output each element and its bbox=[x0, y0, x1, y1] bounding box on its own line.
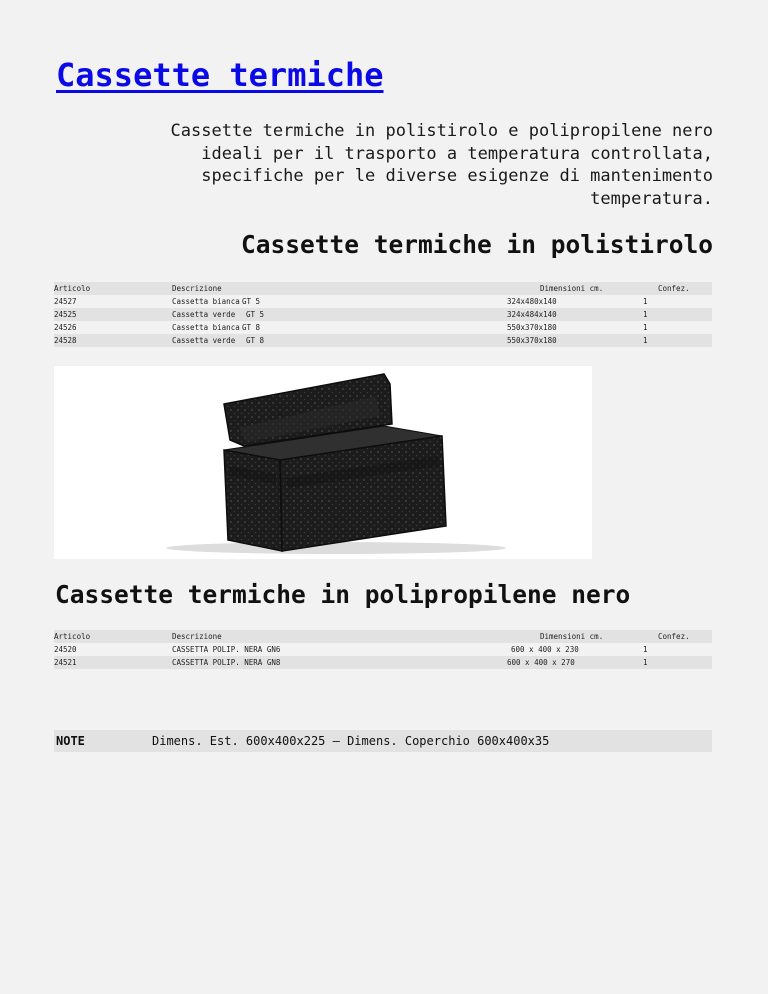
table-row bbox=[54, 656, 712, 669]
cell-descrizione: CASSETTA POLIP. NERA GN8 bbox=[172, 658, 281, 667]
cell-descrizione: CASSETTA POLIP. NERA GN6 bbox=[172, 645, 281, 654]
cell-articolo: 24521 bbox=[54, 658, 77, 667]
table-row bbox=[54, 295, 712, 308]
cell-articolo: 24527 bbox=[54, 297, 77, 306]
header-descrizione: Descrizione bbox=[172, 284, 222, 293]
cell-descrizione: Cassetta verde bbox=[172, 310, 236, 319]
intro-paragraph: Cassette termiche in polistirolo e polipropilene nero ideali per il trasporto a temperatura controllata, specifiche per le diverse esigenze di mantenimento temperatura. bbox=[170, 121, 713, 209]
cell-confez: 1 bbox=[643, 297, 648, 306]
cell-dimensioni: 550x370x180 bbox=[507, 336, 557, 345]
cell-gt: GT 5 bbox=[246, 310, 265, 319]
header-articolo: Articolo bbox=[54, 284, 91, 293]
header-dimensioni: Dimensioni cm. bbox=[540, 284, 604, 293]
cell-dimensioni: 600 x 400 x 270 bbox=[507, 658, 575, 667]
cell-gt: GT 8 bbox=[246, 336, 265, 345]
cell-descrizione: Cassetta bianca bbox=[172, 297, 240, 306]
cell-articolo: 24526 bbox=[54, 323, 77, 332]
cell-confez: 1 bbox=[643, 323, 648, 332]
cell-articolo: 24520 bbox=[54, 645, 77, 654]
cell-dimensioni: 600 x 400 x 230 bbox=[511, 645, 579, 654]
table-polistirolo bbox=[54, 282, 712, 347]
cell-confez: 1 bbox=[643, 310, 648, 319]
header-confez: Confez. bbox=[658, 284, 690, 293]
table-polipropilene bbox=[54, 630, 712, 669]
cell-dimensioni: 324x484x140 bbox=[507, 310, 557, 319]
table-header-row bbox=[54, 630, 712, 643]
cell-gt: GT 8 bbox=[242, 323, 261, 332]
cell-dimensioni: 324x480x140 bbox=[507, 297, 557, 306]
header-descrizione: Descrizione bbox=[172, 632, 222, 641]
table-row bbox=[54, 308, 712, 321]
cell-confez: 1 bbox=[643, 336, 648, 345]
cell-confez: 1 bbox=[643, 658, 648, 667]
table-header-row bbox=[54, 282, 712, 295]
note-label: NOTE bbox=[56, 734, 85, 748]
cell-confez: 1 bbox=[643, 645, 648, 654]
section-heading-polipropilene: Cassette termiche in polipropilene nero bbox=[55, 580, 631, 609]
page-title-link[interactable]: Cassette termiche bbox=[56, 56, 384, 94]
cell-articolo: 24525 bbox=[54, 310, 77, 319]
cell-articolo: 24528 bbox=[54, 336, 77, 345]
table-row bbox=[54, 321, 712, 334]
product-photo-thermal-box bbox=[54, 366, 592, 559]
cell-descrizione: Cassetta verde bbox=[172, 336, 236, 345]
cell-gt: GT 5 bbox=[242, 297, 261, 306]
header-dimensioni: Dimensioni cm. bbox=[540, 632, 604, 641]
note-row bbox=[54, 730, 712, 752]
cell-dimensioni: 550x370x180 bbox=[507, 323, 557, 332]
header-confez: Confez. bbox=[658, 632, 690, 641]
table-row bbox=[54, 334, 712, 347]
section-heading-polistirolo: Cassette termiche in polistirolo bbox=[240, 230, 713, 259]
cell-descrizione: Cassetta bianca bbox=[172, 323, 240, 332]
thermal-box-illustration bbox=[54, 366, 592, 559]
header-articolo: Articolo bbox=[54, 632, 91, 641]
note-text: Dimens. Est. 600x400x225 – Dimens. Coperchio 600x400x35 bbox=[152, 734, 550, 748]
table-row bbox=[54, 643, 712, 656]
